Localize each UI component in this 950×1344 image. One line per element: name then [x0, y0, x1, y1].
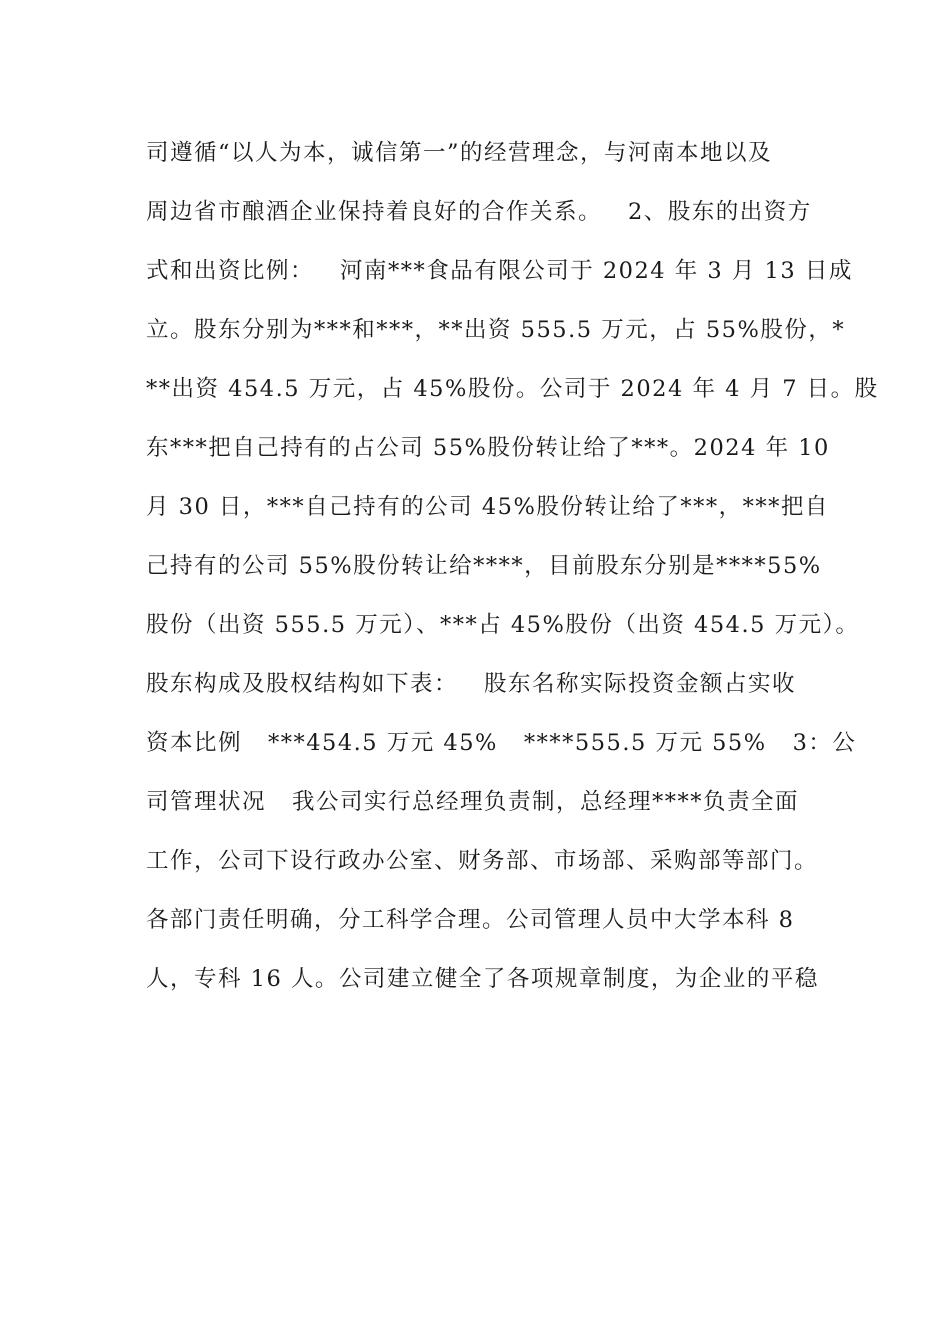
body-text [146, 130, 879, 1015]
text-line-5: **出资 454.5 万元，占 45%股份。公司于 2024 年 4 月 7 日。股 [146, 376, 879, 402]
text-line-1: 司遵循“以人为本，诚信第一”的经营理念，与河南本地以及 [146, 140, 773, 166]
text-line-3: 式和出资比例： 河南***食品有限公司于 2024 年 3 月 13 日成 [146, 258, 853, 284]
text-line-12: 司管理状况 我公司实行总经理负责制，总经理****负责全面 [146, 789, 799, 815]
text-line-15: 人，专科 16 人。公司建立健全了各项规章制度，为企业的平稳 [146, 966, 819, 992]
text-line-11: 资本比例 ***454.5 万元 45% ****555.5 万元 55% 3：公 [146, 730, 857, 756]
text-line-10: 股东构成及股权结构如下表： 股东名称实际投资金额占实收 [146, 671, 796, 697]
text-line-4: 立。股东分别为***和***，**出资 555.5 万元，占 55%股份，* [146, 317, 846, 343]
text-line-2: 周边省市酿酒企业保持着良好的合作关系。 2、股东的出资方 [146, 199, 812, 225]
text-line-14: 各部门责任明确，分工科学合理。公司管理人员中大学本科 8 [146, 907, 795, 933]
text-line-7: 月 30 日，***自己持有的公司 45%股份转让给了***，***把自 [146, 494, 829, 520]
text-line-8: 己持有的公司 55%股份转让给****，目前股东分别是****55% [146, 553, 822, 579]
text-line-6: 东***把自己持有的占公司 55%股份转让给了***。2024 年 10 [146, 435, 830, 461]
text-line-13: 工作，公司下设行政办公室、财务部、市场部、采购部等部门。 [146, 848, 819, 874]
text-line-9: 股份（出资 555.5 万元）、***占 45%股份（出资 454.5 万元）。 [146, 612, 860, 638]
